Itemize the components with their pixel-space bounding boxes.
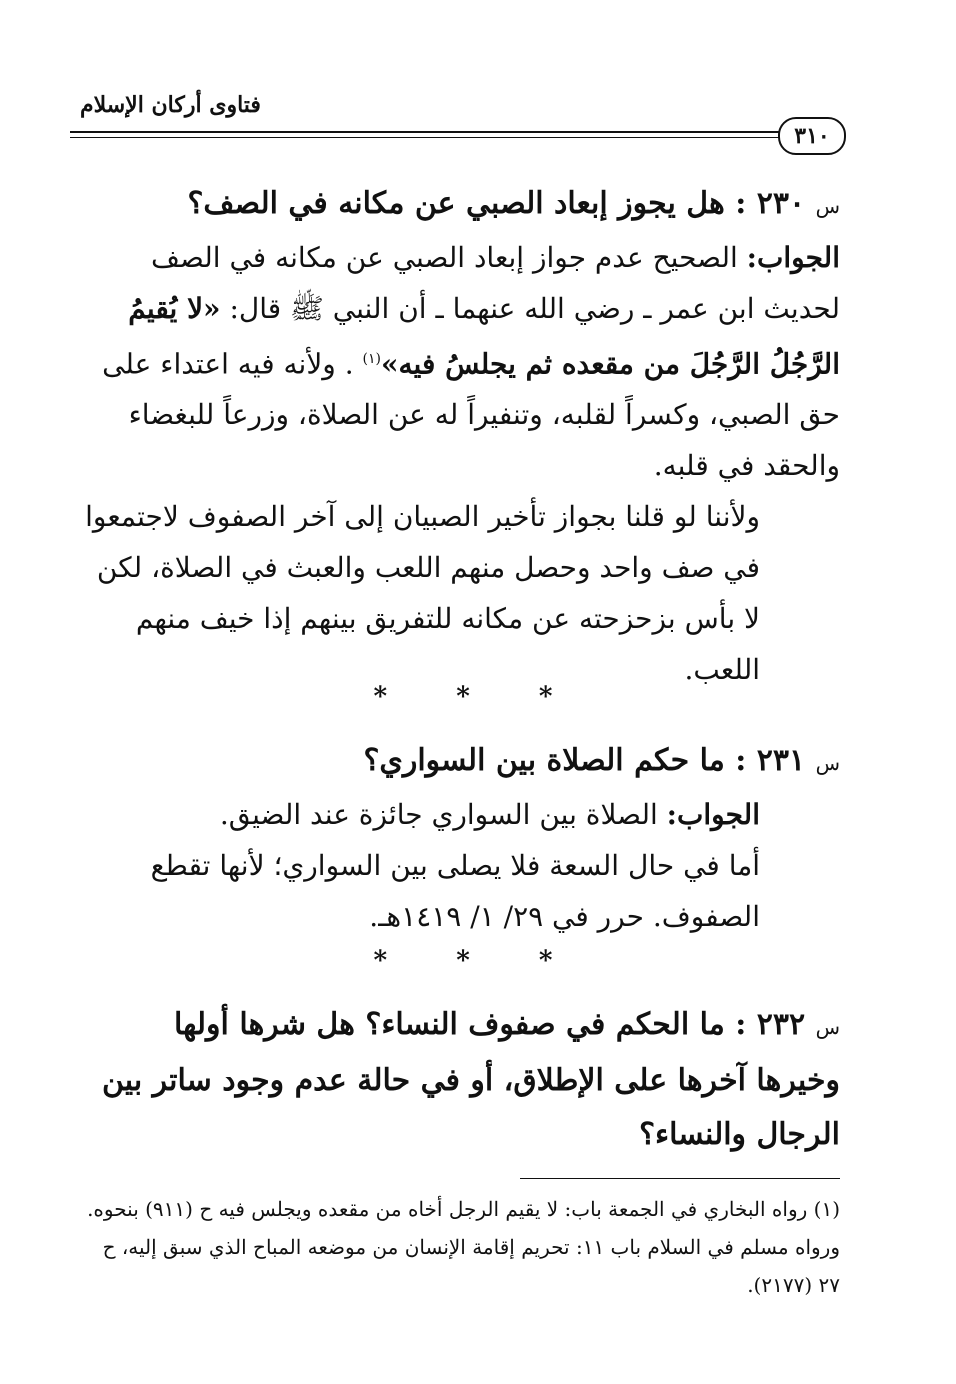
answer-230-paragraph-1 <box>80 232 840 491</box>
footnote-reference: (١) <box>362 351 381 367</box>
section-separator: * * * <box>373 946 583 976</box>
answer-text: الصلاة بين السواري جائزة عند الضيق. <box>219 798 658 831</box>
question-230-block <box>80 178 840 695</box>
section-separator: * * * <box>373 682 583 712</box>
answer-label: الجواب: <box>746 241 840 274</box>
footnote: (١) رواه البخاري في الجمعة باب: لا يقيم الرجل أخاه من مقعده ويجلس فيه ح (٩١١) بنحوه. ورواه مسلم في السلام باب ١١: تحريم إقامة الإنسان من موضعه المباح الذي سبق إليه، ح ٢٧ (٢١٧٧). <box>87 1197 840 1297</box>
question-text: ٢٣٢ : ما الحكم في صفوف النساء؟ هل شرها أولها وخيرها آخرها على الإطلاق، أو في حالة عدم وجود ساتر بين الرجال والنساء؟ <box>101 1007 840 1152</box>
answer-text: الصحيح عدم جواز إبعاد الصبي عن مكانه في الصف لحديث ابن عمر ـ رضي الله عنهما ـ أن النبي ﷺ قال: <box>150 241 840 325</box>
question-marker: س <box>815 1015 840 1039</box>
answer-231-paragraph-2: أما في حال السعة فلا يصلى بين السواري؛ لأنها تقطع الصفوف. حرر في ٢٩/ ١/ ١٤١٩هـ. <box>150 849 760 933</box>
question-230 <box>80 178 840 232</box>
header-rule <box>70 131 780 133</box>
question-marker: س <box>815 194 840 218</box>
question-text: ٢٣١ : ما حكم الصلاة بين السواري؟ <box>363 743 806 778</box>
answer-text-continued: . ولأنه فيه اعتداء على حق الصبي، وكسراً لقلبه، وتنفيراً له عن الصلاة، وزرعاً للبغضاء والحقد في قلبه. <box>102 347 840 483</box>
question-marker: س <box>815 751 840 775</box>
question-231-block <box>80 735 840 942</box>
hadith-quote: «لا يُقيمُ الرَّجُلُ الرَّجُلَ من مقعده ثم يجلسُ فيه» <box>128 292 840 381</box>
footnote-separator <box>520 1178 840 1179</box>
question-232 <box>80 998 840 1162</box>
answer-231-paragraph-1 <box>80 789 840 840</box>
answer-230-paragraph-2: ولأننا لو قلنا بجواز تأخير الصبيان إلى آخر الصفوف لاجتمعوا في صف واحد وحصل منهم اللعب والعبث في الصلاة، لكن لا بأس بزحزحته عن مكانه للتفريق بينهم إذا خيف منهم اللعب. <box>85 500 760 687</box>
question-232-block <box>80 998 840 1162</box>
answer-label: الجواب: <box>666 798 760 831</box>
page-number: ٣١٠ <box>778 117 846 155</box>
header-rule-thin <box>70 137 780 138</box>
book-title: فتاوى أركان الإسلام <box>80 92 261 118</box>
question-231 <box>80 735 840 789</box>
question-text: ٢٣٠ : هل يجوز إبعاد الصبي عن مكانه في الصف؟ <box>187 186 806 221</box>
